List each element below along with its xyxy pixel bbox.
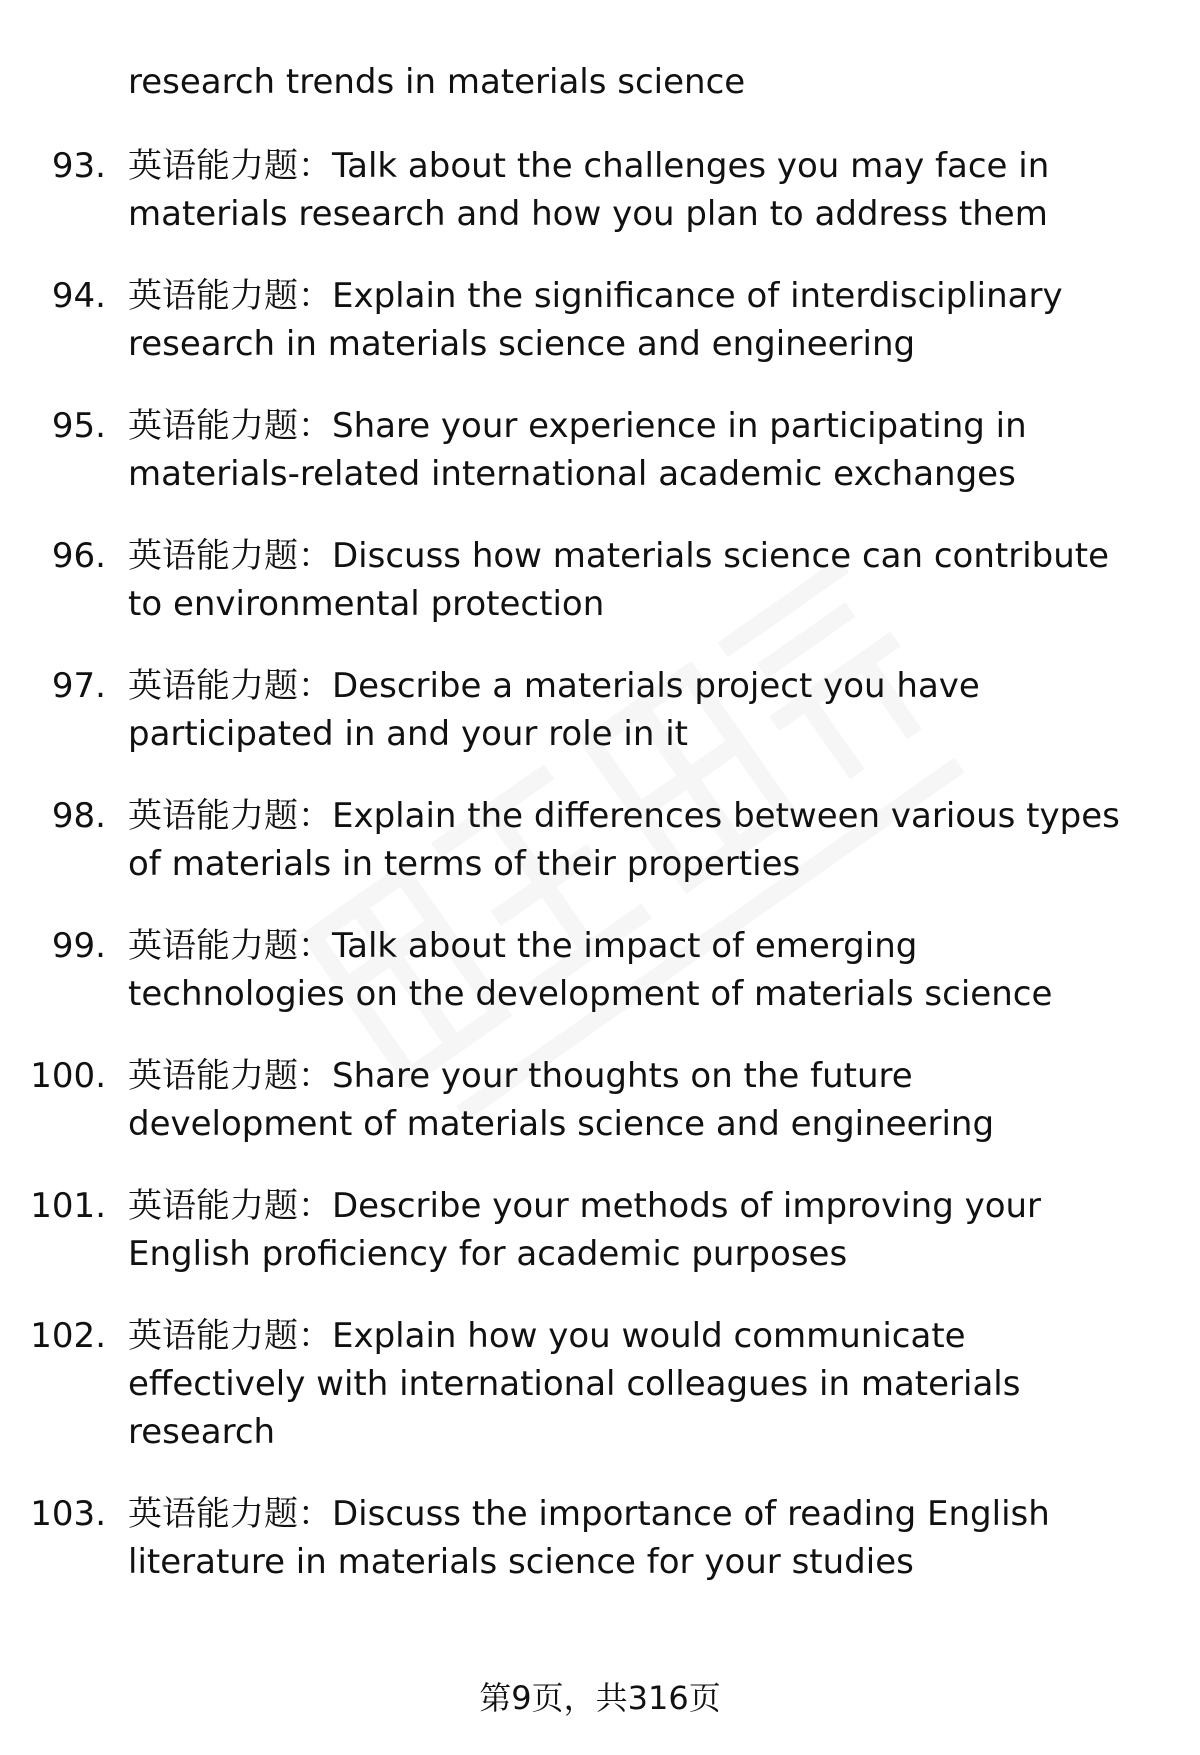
question-category-label: 英语能力题： xyxy=(128,536,332,576)
question-body xyxy=(128,272,1136,368)
question-category-label: 英语能力题： xyxy=(128,1186,332,1226)
question-item xyxy=(0,142,1200,238)
question-body xyxy=(128,1182,1136,1278)
question-text: Describe your methods of improving your English proficiency for academic purposes xyxy=(128,1186,1042,1274)
continuation-text: research trends in materials science xyxy=(128,62,746,102)
question-number: 95. xyxy=(51,406,106,446)
question-item xyxy=(0,1052,1200,1148)
question-text: Explain the significance of interdisciplinary research in materials science and engineering xyxy=(128,276,1063,364)
page-number-footer: 第9页，共316页 xyxy=(479,1679,721,1717)
question-text: Discuss the importance of reading English literature in materials science for your studies xyxy=(128,1494,1050,1582)
question-text: Share your thoughts on the future development of materials science and engineering xyxy=(128,1056,995,1144)
question-category-label: 英语能力题： xyxy=(128,1316,332,1356)
question-list xyxy=(0,142,1200,1620)
question-body xyxy=(128,922,1136,1018)
question-item xyxy=(0,662,1200,758)
question-text: Explain the differences between various types of materials in terms of their properties xyxy=(128,796,1120,884)
question-body xyxy=(128,1490,1136,1586)
question-text: Describe a materials project you have participated in and your role in it xyxy=(128,666,980,754)
question-text: Explain how you would communicate effectively with international colleagues in materials research xyxy=(128,1316,1021,1452)
question-body xyxy=(128,1052,1136,1148)
question-category-label: 英语能力题： xyxy=(128,1056,332,1096)
question-category-label: 英语能力题： xyxy=(128,796,332,836)
question-number: 99. xyxy=(51,926,106,966)
question-number: 100. xyxy=(30,1056,106,1096)
question-text: Talk about the challenges you may face in materials research and how you plan to address them xyxy=(128,146,1050,234)
question-number: 101. xyxy=(30,1186,106,1226)
question-category-label: 英语能力题： xyxy=(128,666,332,706)
question-item xyxy=(0,402,1200,498)
question-text: Share your experience in participating in materials-related international academic exchanges xyxy=(128,406,1027,494)
question-text: Talk about the impact of emerging technologies on the development of materials science xyxy=(128,926,1053,1014)
question-item xyxy=(0,1312,1200,1456)
question-category-label: 英语能力题： xyxy=(128,276,332,316)
question-number: 103. xyxy=(30,1494,106,1534)
question-body xyxy=(128,662,1136,758)
question-item xyxy=(0,1182,1200,1278)
question-body xyxy=(128,402,1136,498)
question-number: 102. xyxy=(30,1316,106,1356)
question-item xyxy=(0,922,1200,1018)
question-body xyxy=(128,532,1136,628)
question-number: 97. xyxy=(51,666,106,706)
question-item xyxy=(0,272,1200,368)
question-number: 96. xyxy=(51,536,106,576)
question-number: 93. xyxy=(51,146,106,186)
question-body xyxy=(128,792,1136,888)
question-item xyxy=(0,532,1200,628)
question-category-label: 英语能力题： xyxy=(128,406,332,446)
question-category-label: 英语能力题： xyxy=(128,926,332,966)
question-category-label: 英语能力题： xyxy=(128,1494,332,1534)
question-item xyxy=(0,1490,1200,1586)
question-body xyxy=(128,142,1136,238)
question-text: Discuss how materials science can contribute to environmental protection xyxy=(128,536,1110,624)
question-item xyxy=(0,792,1200,888)
question-number: 94. xyxy=(51,276,106,316)
question-body xyxy=(128,1312,1136,1456)
question-category-label: 英语能力题： xyxy=(128,146,332,186)
question-number: 98. xyxy=(51,796,106,836)
